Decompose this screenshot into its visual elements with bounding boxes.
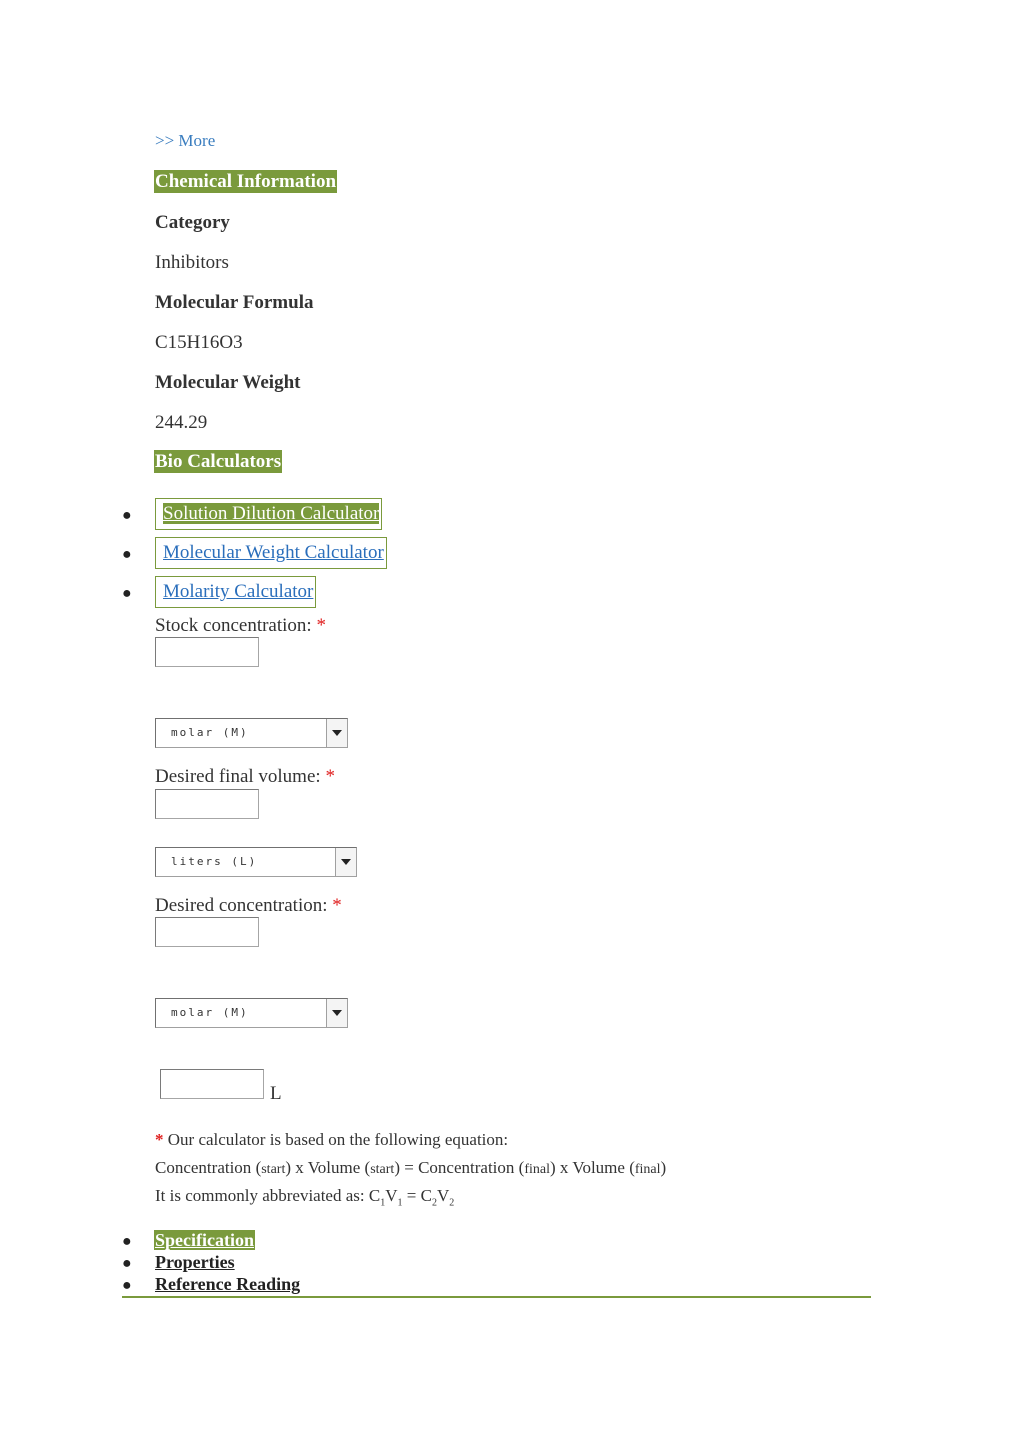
bullet-icon: ● [122,507,132,524]
equation-operator: x [559,1158,569,1177]
desired-final-volume-label-text: Desired final volume: [155,766,321,787]
result-volume-output[interactable] [160,1069,264,1099]
tab-solution-dilution-calculator[interactable] [155,498,382,530]
equation-operator: x [295,1158,304,1177]
equation-abbreviation [155,1186,454,1208]
volume-unit-select[interactable] [155,847,357,877]
equation-term: Volume [307,1158,361,1177]
bullet-icon: ● [122,1277,132,1294]
stock-concentration-label [155,615,326,637]
tab-molecular-weight-calculator[interactable] [155,537,387,569]
molecular-formula-label: Molecular Formula [155,292,314,313]
equation-subscript: start [261,1162,286,1177]
tab-molarity-calculator[interactable] [155,576,316,608]
molecular-weight-value: 244.29 [155,412,208,433]
equation-term: Concentration [418,1158,515,1177]
equation-subscript: start [370,1162,395,1177]
equation-term: Concentration [155,1158,252,1177]
equation-abbrev-intro: It is commonly abbreviated as: [155,1186,365,1205]
more-link[interactable]: >> More [155,131,216,150]
equation-symbol: V [436,1186,450,1205]
chemical-information-heading: Chemical Information [155,171,337,192]
desired-unit-select[interactable] [155,998,348,1028]
chevron-down-icon[interactable] [326,999,347,1027]
bullet-icon: ● [122,546,132,563]
bullet-icon: ● [122,1233,132,1250]
stock-unit-select[interactable] [155,718,348,748]
equation-operator: = [406,1186,417,1205]
bullet-icon: ● [122,585,132,602]
equation-line: Concentration (start) x Volume (start) = Concentration (final) x Volume (final) [155,1158,667,1177]
chevron-down-icon[interactable] [326,719,347,747]
desired-concentration-input[interactable] [155,917,259,947]
equation-symbol: C [368,1186,381,1205]
bio-calculators-heading: Bio Calculators [155,451,282,472]
solution-dilution-calculator-link[interactable]: Solution Dilution Calculator [163,503,380,524]
bullet-icon: ● [122,1255,132,1272]
molarity-calculator-link[interactable]: Molarity Calculator [163,581,314,602]
equation-subscript: final [524,1162,550,1177]
tabs-divider [122,1296,871,1298]
volume-unit-value: liters (L) [171,855,258,868]
desired-unit-value: molar (M) [171,1006,249,1019]
stock-concentration-label-text: Stock concentration: [155,615,312,636]
category-value: Inhibitors [155,252,229,273]
desired-concentration-label-text: Desired concentration: [155,895,328,916]
molecular-weight-label: Molecular Weight [155,372,301,393]
equation-subscript: 1 [397,1197,403,1209]
equation-symbol: V [385,1186,398,1205]
chevron-down-icon[interactable] [335,848,356,876]
required-marker: * [316,615,326,636]
stock-concentration-input[interactable] [155,637,259,667]
tab-properties[interactable]: Properties [155,1252,235,1272]
category-label: Category [155,212,230,233]
equation-intro [155,1130,508,1150]
required-marker: * [325,766,335,787]
equation-operator: = [404,1158,414,1177]
molecular-weight-calculator-link[interactable]: Molecular Weight Calculator [163,542,384,563]
equation-subscript: 1 [380,1197,386,1209]
tab-reference-reading[interactable]: Reference Reading [155,1274,301,1294]
desired-final-volume-label [155,766,335,788]
equation-subscript: 2 [449,1197,455,1209]
desired-concentration-label [155,895,342,917]
result-unit-label: L [270,1083,282,1104]
tab-specification[interactable]: Specification [155,1230,254,1250]
required-marker: * [155,1130,164,1149]
equation-subscript: 2 [431,1197,437,1209]
desired-final-volume-input[interactable] [155,789,259,819]
stock-unit-value: molar (M) [171,726,249,739]
equation-intro-text: Our calculator is based on the following equation: [167,1130,509,1149]
equation-term: Volume [572,1158,625,1177]
molecular-formula-value: C15H16O3 [155,332,243,353]
equation-symbol: C [420,1186,432,1205]
equation-subscript: final [634,1162,661,1177]
required-marker: * [332,895,342,916]
